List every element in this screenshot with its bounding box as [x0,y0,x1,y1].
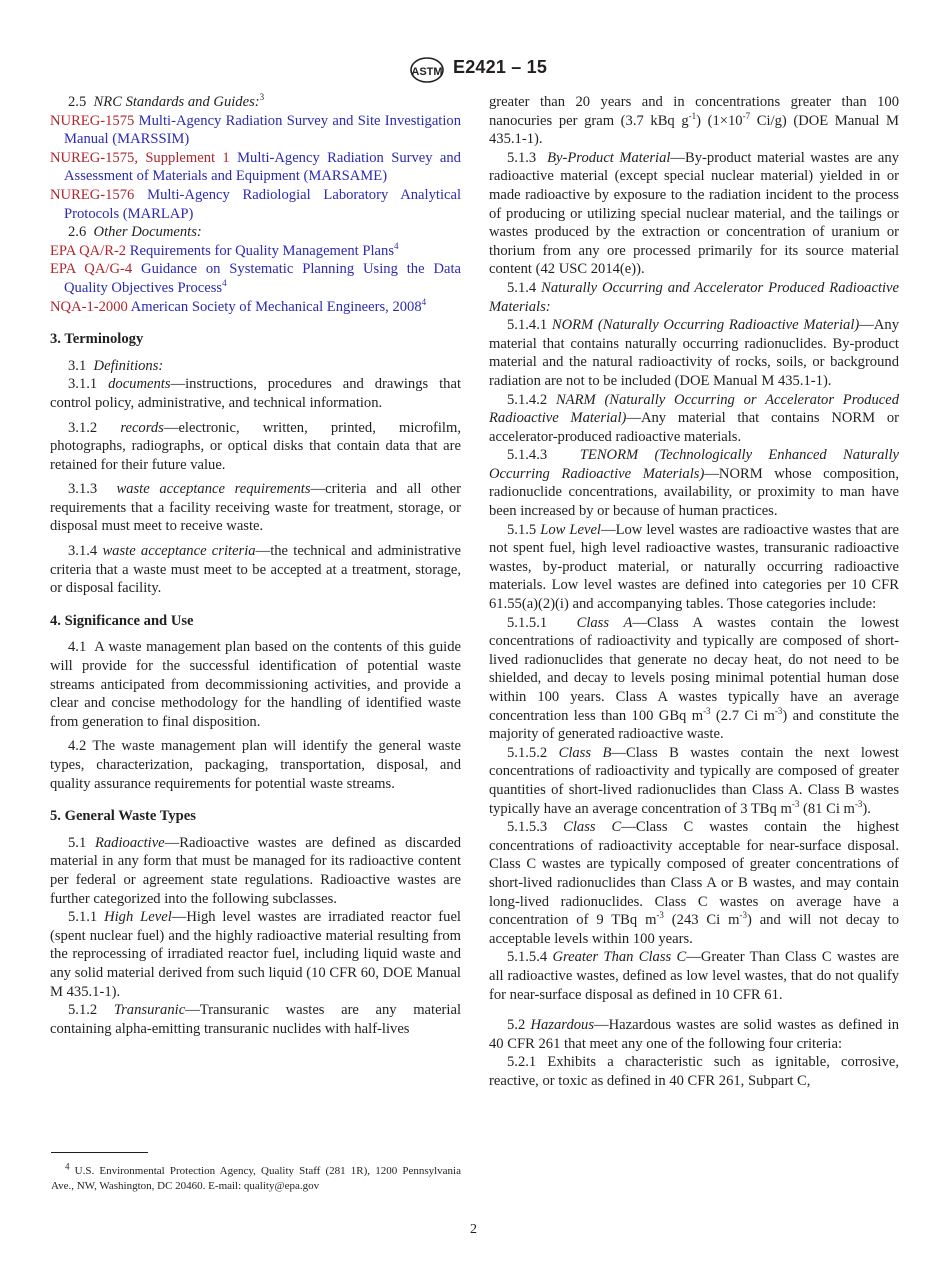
section-5-2: 5.2 Hazardous—Hazardous wastes are solid wastes as defined in 40 CFR 261 that meet any one of the following four criteria: [489,1017,899,1052]
section-2-6-heading: 2.6 Other Documents: [68,224,202,241]
page-header [0,56,950,86]
reference-epa-qa-r-2[interactable]: EPA QA/R-2 Requirements for Quality Management Plans$^4$ [50,240,399,259]
section-5-1-5-4: 5.1.5.4 Greater Than Class C—Greater Than Class C wastes are all radioactive wastes, defined as low level wastes, that do not qualify for near-surface disposal as defined in 10 CFR 61. [489,949,900,1003]
section-4-2: 4.2 The waste management plan will identify the general waste types, characterization, packaging, transportation, disposal, and quality assurance requirements for potential waste streams. [50,738,461,792]
section-2-5-heading: 2.5 NRC Standards and Guides:$^3$ [68,92,265,110]
reference-nureg-1576[interactable]: NUREG-1576 Multi-Agency Radiologial Laboratory Analytical Protocols (MARLAP) [50,186,462,222]
page-number: 2 [470,1222,477,1237]
section-5-1-5-1: 5.1.5.1 Class A—Class A wastes contain the lowest concentrations of radioactivity and typically are composed of short-lived radionuclides that generate no decay heat, do not need to be shielded, and decay to levels posing minimal potential human dose within 100 years. Class A wastes typically have an average concentration less than 100 GBq $m^{-3}$ (2.7 Ci $m^{-3}$) and constitute the majority of generated radioactive waste. [489,614,899,743]
footnote-divider [51,1152,148,1153]
section-5-2-1: 5.2.1 Exhibits a characteristic such as ignitable, corrosive, reactive, or toxic as defined in 40 CFR 261, Subpart C, [489,1054,899,1089]
document-id: E2421 – 15 [453,57,548,77]
reference-nqa-1-2000[interactable]: NQA-1-2000 American Society of Mechanical Engineers, 2008$^4$ [50,296,427,315]
section-5-1-5: 5.1.5 Low Level—Low level wastes are radioactive wastes that are not spent fuel, high level radioactive wastes, transuranic radioactive wastes, by-product material, or naturally occurring radioactive materials. Low level wastes are defined into categories per 10 CFR 61.55(a)(2)(i) and accompanying tables. Those categories include: [489,521,899,613]
section-3-1-3: 3.1.3 waste acceptance requirements—criteria and all other requirements that a facility receiving waste for treatment, storage, or disposal must meet to receive waste. [50,481,462,535]
left-column [50,92,462,1038]
reference-nureg-1575[interactable]: NUREG-1575 Multi-Agency Radiation Survey and Site Investigation Manual (MARSSIM) [50,112,461,148]
section-5-1: 5.1 Radioactive—Radioactive wastes are defined as discarded material in any form that must be managed for its radioactive content per federal or agreement state regulations. Radioactive wastes are further categorized into the following subclasses. [50,834,461,907]
section-3-1-2: 3.1.2 records—electronic, written, printed, microfilm, photographs, radiographs, or optical disks that contain data that are retained for their future value. [50,419,461,473]
section-5-1-4-1: 5.1.4.1 NORM (Naturally Occurring Radioactive Material)—Any material that contains naturally occurring radionuclides. By-product material and the natural radioactivity of rocks, soils, or background radiation are not to be included (DOE Manual M 435.1-1). [489,317,900,389]
section-4-1: 4.1 A waste management plan based on the contents of this guide will provide for the successful identification of potential waste streams anticipated from decommissioning activities, and provide a clear and concise methodology for the handling of identified waste from generation to final disposition. [50,639,461,730]
right-column [489,93,899,1090]
section-5-1-2-continued: greater than 20 years and in concentrations greater than 100 nanocuries per gram (3.7 kBq $g^{-1}$) ($1\times 10^{-7}$ Ci/g) (DOE Manual M 435.1-1). [489,94,899,148]
reference-epa-qa-g-4[interactable]: EPA QA/G-4 Guidance on Systematic Planning Using the Data Quality Objectives Process$^4$ [50,261,462,296]
section-5-1-3: 5.1.3 By-Product Material—By-product material wastes are any radioactive material (except special nuclear material) yielded in or made radioactive by exposure to the radiation incident to the process of producing or utilizing special nuclear material, and the tailings or wastes produced by the extraction or concentration of uranium or thorium from any ore processed primarily for its source material content (42 USC 2014(e)). [489,149,899,278]
section-5-1-4-3: 5.1.4.3 TENORM (Technologically Enhanced Naturally Occurring Radioactive Materials)—NORM whose composition, radionuclide concentrations, availability, or proximity to man have been increased by or because of human practices. [489,447,899,520]
section-3-1-1: 3.1.1 documents—instructions, procedures and drawings that control policy, administrative, and technical information. [50,376,461,411]
section-5-1-4: 5.1.4 Naturally Occurring and Accelerator Produced Radioactive Materials: [489,279,900,315]
section-4-heading: 4. Significance and Use [50,612,194,629]
svg-text:ASTM: ASTM [411,66,443,78]
section-3-1-4: 3.1.4 waste acceptance criteria—the technical and administrative criteria that a waste must meet to be accepted at a treatment, storage, or disposal facility. [50,543,461,597]
section-5-1-1: 5.1.1 High Level—High level wastes are irradiated reactor fuel (spent nuclear fuel) and the highly radioactive material resulting from the reprocessing of irradiated reactor fuel, including liquid waste and any solid material derived from such liquid (10 CFR 60, DOE Manual M 435.1-1). [50,909,461,1000]
footnote-4: $^4$ U.S. Environmental Protection Agency, Quality Staff (281 1R), 1200 Pennsylvania Ave., NW, Washington, DC 20460. E-mail: quality@epa.gov [51,1161,461,1192]
reference-nureg-1575-supp1[interactable]: NUREG-1575, Supplement 1 Multi-Agency Radiation Survey and Assessment of Materials and Equipment (MARSAME) [50,149,461,185]
section-5-1-2: 5.1.2 Transuranic—Transuranic wastes are any material containing alpha-emitting transuranic nuclides with half-lives [50,1002,462,1037]
section-3-heading: 3. Terminology [50,331,144,348]
section-5-1-5-3: 5.1.5.3 Class C—Class C wastes contain the highest concentrations of radioactivity acceptable for near-surface disposal. Class C wastes are typically composed of greater concentrations of short-lived radionuclides than Class A or B wastes, and may contain long-lived radionuclides. Class C wastes on average have a concentration of 9 TBq $m^{-3}$ (243 Ci $m^{-3}$) and will not decay to acceptable levels within 100 years. [489,819,900,947]
section-5-1-5-2: 5.1.5.2 Class B—Class B wastes contain the next lowest concentrations of radioactivity and typically are composed of greater quantities of short-lived radionuclides than Class A. Class B wastes typically have an average concentration of 3 TBq $m^{-3}$ (81 Ci $m^{-3}$). [489,744,899,817]
section-5-1-4-2: 5.1.4.2 NARM (Naturally Occurring or Accelerator Produced Radioactive Material)—Any material that contains NORM or accelerator-produced radioactive materials. [489,391,899,445]
section-5-heading: 5. General Waste Types [50,808,196,825]
astm-logo-icon [409,56,445,84]
section-3-1: 3.1 Definitions: [68,357,164,374]
